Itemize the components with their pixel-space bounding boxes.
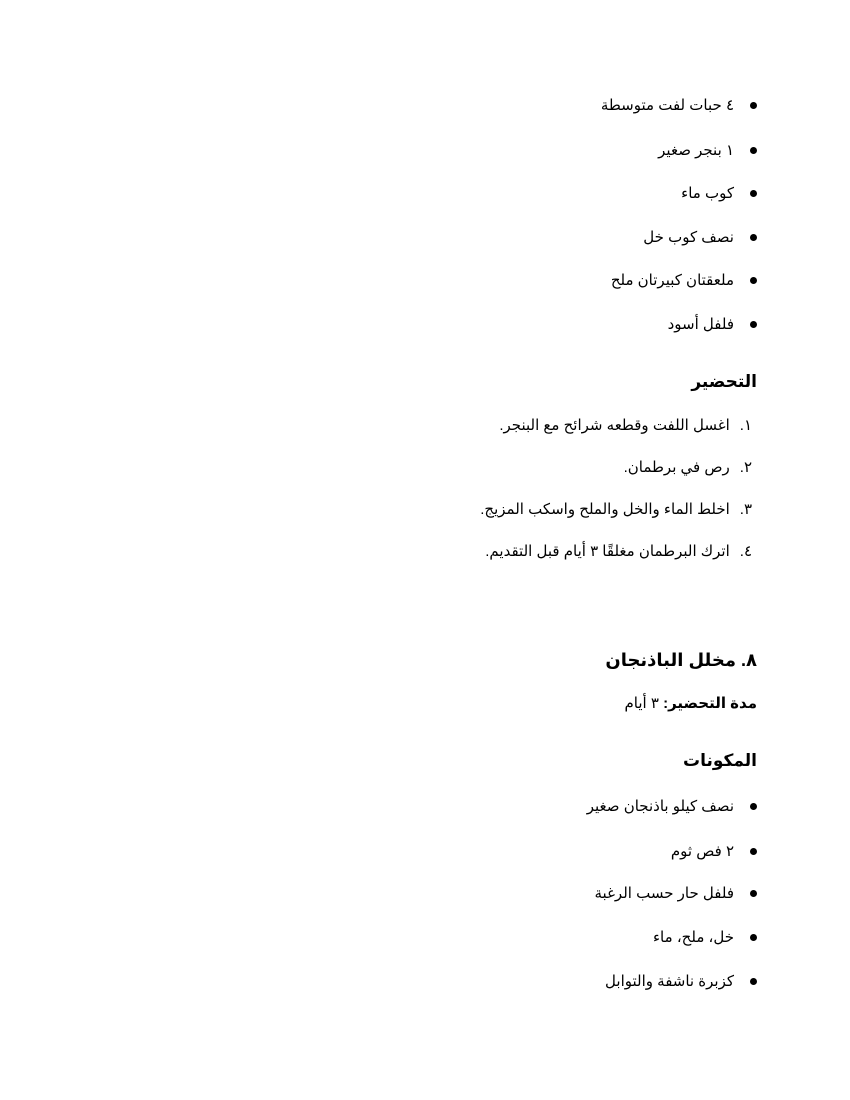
bullet-icon [750,190,757,197]
prep-time-label: مدة التحضير: [663,695,757,712]
bullet-icon [750,848,757,855]
prep-time-value: ٣ أيام [624,695,659,712]
bullet-icon [750,890,757,897]
list-item: ٤ حبات لفت متوسطة [601,96,757,116]
bullet-icon [750,277,757,284]
list-item: خل، ملح، ماء [653,928,757,948]
bullet-icon [750,102,757,109]
list-item: نصف كيلو باذنجان صغير [587,797,757,817]
bullet-icon [750,321,757,328]
list-item: كوب ماء [681,184,757,204]
list-item: ٢ فص ثوم [671,842,757,862]
bullet-icon [750,934,757,941]
recipe-title: ٨. مخلل الباذنجان [605,650,757,670]
step-item: ٣.اخلط الماء والخل والملح واسكب المزيج. [480,501,752,518]
bullet-icon [750,978,757,985]
step-item: ٤.اترك البرطمان مغلقًا ٣ أيام قبل التقديم. [485,543,752,560]
bullet-icon [750,147,757,154]
bullet-icon [750,234,757,241]
step-item: ١.اغسل اللفت وقطعه شرائح مع البنجر. [499,417,752,434]
list-item: فلفل أسود [668,315,757,335]
ingredients-heading: المكونات [682,751,757,770]
step-item: ٢.رص في برطمان. [623,459,752,476]
list-item: نصف كوب خل [643,228,757,248]
list-item: كزبرة ناشفة والتوابل [605,972,757,992]
list-item: فلفل حار حسب الرغبة [595,884,757,904]
list-item: ١ بنجر صغير [658,141,757,161]
prep-time [624,694,757,714]
bullet-icon [750,803,757,810]
list-item: ملعقتان كبيرتان ملح [611,271,757,291]
section-heading: التحضير [691,372,757,391]
